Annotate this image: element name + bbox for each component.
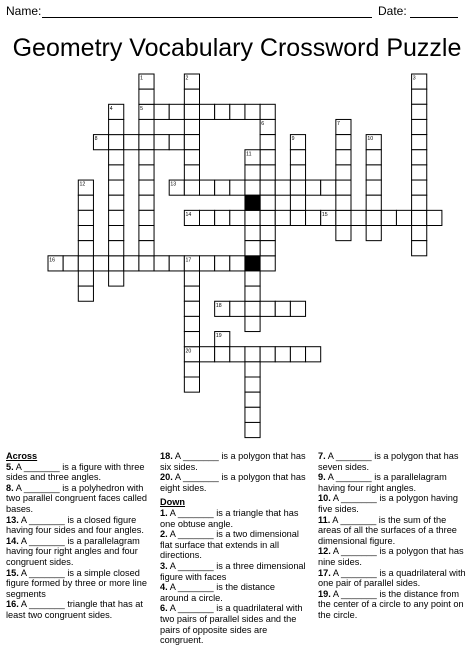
clue-number: 17. bbox=[318, 567, 331, 578]
grid-cell[interactable] bbox=[336, 165, 351, 180]
grid-cell[interactable] bbox=[245, 210, 260, 225]
grid-cell[interactable] bbox=[184, 332, 199, 347]
grid-cell[interactable] bbox=[260, 301, 275, 316]
grid-cell[interactable] bbox=[245, 180, 260, 195]
clue-number-label: 8 bbox=[94, 136, 98, 143]
clue-number-label: 4 bbox=[109, 105, 113, 112]
grid-cell[interactable] bbox=[336, 180, 351, 195]
clue-item bbox=[160, 451, 306, 472]
grid-cell[interactable] bbox=[139, 241, 154, 256]
clue-number: 3. bbox=[160, 560, 168, 571]
grid-cell[interactable] bbox=[200, 104, 215, 119]
grid-cell[interactable] bbox=[275, 180, 290, 195]
grid-cell[interactable] bbox=[245, 241, 260, 256]
grid-cell[interactable] bbox=[245, 286, 260, 301]
grid-cell[interactable] bbox=[78, 241, 93, 256]
grid-cell[interactable] bbox=[427, 210, 442, 225]
clue-text: A _______ is a polyhedron with two parallel congruent faces called bases. bbox=[6, 482, 147, 514]
clue-item bbox=[318, 546, 468, 567]
grid-cell[interactable] bbox=[184, 165, 199, 180]
clue-item bbox=[160, 561, 306, 582]
clue-text: A _______ is a quadrilateral with one pair of parallel sides. bbox=[318, 567, 466, 589]
grid-cell[interactable] bbox=[78, 271, 93, 286]
grid-cell[interactable] bbox=[230, 256, 245, 271]
clue-number-label: 18 bbox=[215, 302, 222, 309]
clue-number: 11. bbox=[318, 514, 331, 525]
grid-cell[interactable] bbox=[260, 104, 275, 119]
clue-item bbox=[318, 472, 468, 493]
clue-number-label: 13 bbox=[170, 181, 177, 188]
clue-number: 6. bbox=[160, 603, 168, 614]
across-heading: Across bbox=[6, 451, 38, 461]
grid-cell[interactable] bbox=[245, 362, 260, 377]
grid-cell[interactable] bbox=[215, 104, 230, 119]
grid-cell[interactable] bbox=[215, 210, 230, 225]
grid-cell[interactable] bbox=[63, 256, 78, 271]
clue-text: A _______ is a polygon that has eight sides. bbox=[160, 472, 306, 493]
grid-cell[interactable] bbox=[109, 150, 124, 165]
grid-cell[interactable] bbox=[245, 271, 260, 286]
grid-cell[interactable] bbox=[154, 104, 169, 119]
grid-block bbox=[245, 195, 260, 210]
clue-item bbox=[160, 508, 306, 529]
grid-cell[interactable] bbox=[336, 135, 351, 150]
clue-number: 10. bbox=[318, 493, 331, 504]
grid-cell[interactable] bbox=[412, 104, 427, 119]
grid-cell[interactable] bbox=[184, 316, 199, 331]
clue-number-label: 3 bbox=[412, 75, 416, 82]
clue-item bbox=[318, 589, 468, 621]
grid-cell[interactable] bbox=[78, 210, 93, 225]
clue-number-label: 19 bbox=[215, 333, 222, 340]
grid-cell[interactable] bbox=[275, 210, 290, 225]
grid-cell[interactable] bbox=[184, 119, 199, 134]
grid-cell[interactable] bbox=[139, 180, 154, 195]
grid-cell[interactable] bbox=[139, 119, 154, 134]
clue-number: 1. bbox=[160, 507, 168, 518]
grid-cell[interactable] bbox=[109, 165, 124, 180]
grid-cell[interactable] bbox=[260, 226, 275, 241]
clue-text: A _______ is the distance from the center of a circle to any point on the circle. bbox=[318, 588, 464, 620]
grid-cell[interactable] bbox=[200, 210, 215, 225]
down-heading: Down bbox=[160, 497, 186, 508]
grid-cell[interactable] bbox=[290, 301, 305, 316]
grid-cell[interactable] bbox=[215, 347, 230, 362]
clue-number-label: 5 bbox=[140, 105, 143, 112]
grid-cell[interactable] bbox=[260, 210, 275, 225]
clue-number: 5. bbox=[6, 461, 14, 472]
page-title: Geometry Vocabulary Crossword Puzzle bbox=[12, 34, 462, 62]
grid-cell[interactable] bbox=[154, 135, 169, 150]
clue-text: A _______ is a two dimensional flat surface that extends in all directions. bbox=[160, 529, 299, 561]
clue-item bbox=[6, 536, 152, 568]
clue-item bbox=[160, 529, 306, 561]
clue-text: A _______ is a closed figure having four sides and four angles. bbox=[6, 514, 144, 536]
clue-number-label: 15 bbox=[321, 211, 328, 218]
grid-cell[interactable] bbox=[200, 347, 215, 362]
clue-text: A _______ is a triangle that has one obtuse angle. bbox=[160, 507, 299, 529]
clue-number-label: 10 bbox=[367, 136, 374, 143]
clue-item bbox=[160, 472, 306, 493]
grid-cell[interactable] bbox=[336, 226, 351, 241]
grid-cell[interactable] bbox=[230, 180, 245, 195]
grid-cell[interactable] bbox=[184, 377, 199, 392]
grid-cell[interactable] bbox=[366, 180, 381, 195]
grid-cell[interactable] bbox=[260, 241, 275, 256]
grid-cell[interactable] bbox=[215, 180, 230, 195]
clue-text: A _______ is a parallelagram having four right angles. bbox=[318, 472, 447, 493]
grid-cell[interactable] bbox=[124, 256, 139, 271]
grid-cell[interactable] bbox=[230, 104, 245, 119]
grid-cell[interactable] bbox=[184, 271, 199, 286]
grid-cell[interactable] bbox=[109, 195, 124, 210]
grid-cell[interactable] bbox=[184, 150, 199, 165]
clue-item bbox=[6, 599, 152, 620]
grid-cell[interactable] bbox=[109, 210, 124, 225]
clue-number: 7. bbox=[318, 451, 326, 461]
grid-cell[interactable] bbox=[245, 301, 260, 316]
grid-cell[interactable] bbox=[139, 89, 154, 104]
grid-cell[interactable] bbox=[321, 180, 336, 195]
clues-column-3 bbox=[318, 451, 468, 621]
grid-cell[interactable] bbox=[169, 256, 184, 271]
grid-cell[interactable] bbox=[184, 89, 199, 104]
clue-number: 16. bbox=[6, 599, 19, 610]
grid-cell[interactable] bbox=[366, 165, 381, 180]
clue-number-label: 20 bbox=[185, 348, 192, 355]
grid-cell[interactable] bbox=[412, 210, 427, 225]
grid-cell[interactable] bbox=[260, 195, 275, 210]
grid-cell[interactable] bbox=[260, 165, 275, 180]
grid-cell[interactable] bbox=[336, 195, 351, 210]
clue-number-label: 2 bbox=[185, 75, 189, 82]
grid-cell[interactable] bbox=[200, 180, 215, 195]
clue-item bbox=[6, 568, 152, 600]
grid-cell[interactable] bbox=[396, 210, 411, 225]
clue-number-label: 17 bbox=[185, 257, 192, 264]
grid-cell[interactable] bbox=[366, 226, 381, 241]
clue-item bbox=[318, 493, 468, 514]
clue-text: A _______ is a quadrilateral with two pairs of parallel sides and the pairs of opposite sides are congruent. bbox=[160, 603, 303, 646]
clue-number: 4. bbox=[160, 582, 168, 593]
grid-cell[interactable] bbox=[109, 119, 124, 134]
grid-cell[interactable] bbox=[245, 226, 260, 241]
grid-cell[interactable] bbox=[260, 347, 275, 362]
grid-cell[interactable] bbox=[381, 210, 396, 225]
grid-cell[interactable] bbox=[412, 135, 427, 150]
clue-number-label: 11 bbox=[246, 151, 252, 158]
grid-cell[interactable] bbox=[169, 135, 184, 150]
clue-number: 19. bbox=[318, 588, 331, 599]
clue-number: 14. bbox=[6, 535, 19, 546]
clue-text: A _______ is a polygon that has six sides. bbox=[160, 451, 306, 472]
grid-cell[interactable] bbox=[78, 286, 93, 301]
clue-item bbox=[6, 515, 152, 536]
grid-cell[interactable] bbox=[412, 165, 427, 180]
grid-cell[interactable] bbox=[184, 104, 199, 119]
grid-cell[interactable] bbox=[169, 104, 184, 119]
grid-cell[interactable] bbox=[412, 241, 427, 256]
grid-cell[interactable] bbox=[230, 210, 245, 225]
grid-cell[interactable] bbox=[109, 135, 124, 150]
grid-cell[interactable] bbox=[366, 150, 381, 165]
grid-cell[interactable] bbox=[366, 210, 381, 225]
grid-cell[interactable] bbox=[351, 210, 366, 225]
grid-cell[interactable] bbox=[412, 195, 427, 210]
clue-item bbox=[160, 603, 306, 645]
grid-cell[interactable] bbox=[290, 180, 305, 195]
clue-number: 18. bbox=[160, 451, 173, 461]
grid-cell[interactable] bbox=[184, 301, 199, 316]
grid-cell[interactable] bbox=[139, 165, 154, 180]
grid-cell[interactable] bbox=[245, 422, 260, 437]
grid-cell[interactable] bbox=[290, 195, 305, 210]
grid-cell[interactable] bbox=[290, 347, 305, 362]
clue-item bbox=[318, 568, 468, 589]
grid-cell[interactable] bbox=[78, 256, 93, 271]
clue-number-label: 6 bbox=[261, 121, 265, 128]
clue-number: 13. bbox=[6, 514, 19, 525]
grid-cell[interactable] bbox=[412, 89, 427, 104]
grid-cell[interactable] bbox=[306, 210, 321, 225]
grid-cell[interactable] bbox=[260, 150, 275, 165]
grid-cell[interactable] bbox=[336, 150, 351, 165]
grid-cell[interactable] bbox=[184, 286, 199, 301]
clue-text: A _______ is a three dimensional figure with faces bbox=[160, 560, 306, 582]
grid-cell[interactable] bbox=[184, 362, 199, 377]
grid-cell[interactable] bbox=[290, 210, 305, 225]
grid-block bbox=[245, 256, 260, 271]
grid-cell[interactable] bbox=[124, 135, 139, 150]
grid-cell[interactable] bbox=[260, 180, 275, 195]
grid-cell[interactable] bbox=[412, 180, 427, 195]
grid-cell[interactable] bbox=[184, 135, 199, 150]
grid-cell[interactable] bbox=[109, 256, 124, 271]
grid-cell[interactable] bbox=[200, 256, 215, 271]
grid-cell[interactable] bbox=[78, 195, 93, 210]
grid-cell[interactable] bbox=[109, 271, 124, 286]
grid-cell[interactable] bbox=[139, 150, 154, 165]
grid-cell[interactable] bbox=[260, 135, 275, 150]
clue-number: 2. bbox=[160, 529, 168, 540]
grid-cell[interactable] bbox=[245, 347, 260, 362]
grid-cell[interactable] bbox=[306, 180, 321, 195]
clue-number-label: 7 bbox=[337, 121, 340, 128]
grid-cell[interactable] bbox=[412, 226, 427, 241]
clue-text: A _______ is a polygon that has seven sides. bbox=[318, 451, 459, 472]
grid-cell[interactable] bbox=[139, 210, 154, 225]
grid-cell[interactable] bbox=[230, 347, 245, 362]
clue-text: A _______ is the distance around a circle. bbox=[160, 582, 275, 603]
grid-cell[interactable] bbox=[184, 180, 199, 195]
grid-cell[interactable] bbox=[275, 301, 290, 316]
grid-cell[interactable] bbox=[93, 256, 108, 271]
grid-cell[interactable] bbox=[290, 150, 305, 165]
grid-cell[interactable] bbox=[306, 347, 321, 362]
clue-number: 12. bbox=[318, 546, 331, 557]
grid-cell[interactable] bbox=[275, 347, 290, 362]
clue-number: 9. bbox=[318, 472, 326, 483]
grid-cell[interactable] bbox=[230, 301, 245, 316]
clue-text: A _______ is a polygon having five sides. bbox=[318, 493, 458, 514]
grid-cell[interactable] bbox=[154, 256, 169, 271]
grid-cell[interactable] bbox=[412, 119, 427, 134]
name-label: Name: bbox=[6, 4, 42, 18]
grid-cell[interactable] bbox=[336, 210, 351, 225]
clue-number-label: 1 bbox=[140, 75, 143, 82]
clue-item bbox=[6, 483, 152, 515]
clue-number-label: 16 bbox=[49, 257, 55, 264]
clue-text: A _______ is a figure with three sides and three angles. bbox=[6, 461, 145, 483]
clue-item bbox=[318, 515, 468, 547]
grid-cell[interactable] bbox=[245, 104, 260, 119]
grid-cell[interactable] bbox=[245, 377, 260, 392]
grid-cell[interactable] bbox=[139, 135, 154, 150]
grid-cell[interactable] bbox=[139, 195, 154, 210]
clues-column-1 bbox=[6, 451, 152, 621]
grid-cell[interactable] bbox=[139, 226, 154, 241]
clue-item bbox=[160, 582, 306, 603]
clue-text: A _______ triangle that has at least two congruent sides. bbox=[6, 599, 143, 620]
grid-cell[interactable] bbox=[78, 226, 93, 241]
clue-text: A _______ is a polygon that has nine sides. bbox=[318, 546, 464, 567]
clue-number: 20. bbox=[160, 472, 173, 483]
grid-cell[interactable] bbox=[245, 165, 260, 180]
clue-number: 15. bbox=[6, 567, 19, 578]
grid-cell[interactable] bbox=[366, 195, 381, 210]
date-label: Date: bbox=[378, 4, 407, 18]
grid-cell[interactable] bbox=[245, 407, 260, 422]
clue-text: A _______ is a simple closed figure formed by three or more line segments bbox=[6, 567, 147, 599]
clue-number-label: 14 bbox=[185, 211, 192, 218]
clue-number: 8. bbox=[6, 482, 14, 493]
grid-cell[interactable] bbox=[215, 256, 230, 271]
clue-text: A _______ is the sum of the areas of all the surfaces of a three dimensional figure. bbox=[318, 514, 457, 546]
grid-cell[interactable] bbox=[290, 165, 305, 180]
grid-cell[interactable] bbox=[245, 392, 260, 407]
grid-cell[interactable] bbox=[412, 150, 427, 165]
grid-cell[interactable] bbox=[245, 316, 260, 331]
grid-cell[interactable] bbox=[139, 256, 154, 271]
grid-cell[interactable] bbox=[109, 226, 124, 241]
clue-text: A _______ is a parallelagram having four right angles and four congruent sides. bbox=[6, 535, 140, 567]
clues-column-2 bbox=[160, 451, 306, 646]
clue-number-label: 12 bbox=[79, 181, 86, 188]
clue-item bbox=[318, 451, 468, 472]
clue-number-label: 9 bbox=[291, 136, 295, 143]
grid-cell[interactable] bbox=[260, 256, 275, 271]
grid-cell[interactable] bbox=[109, 180, 124, 195]
grid-cell[interactable] bbox=[109, 241, 124, 256]
clue-item bbox=[6, 462, 152, 483]
